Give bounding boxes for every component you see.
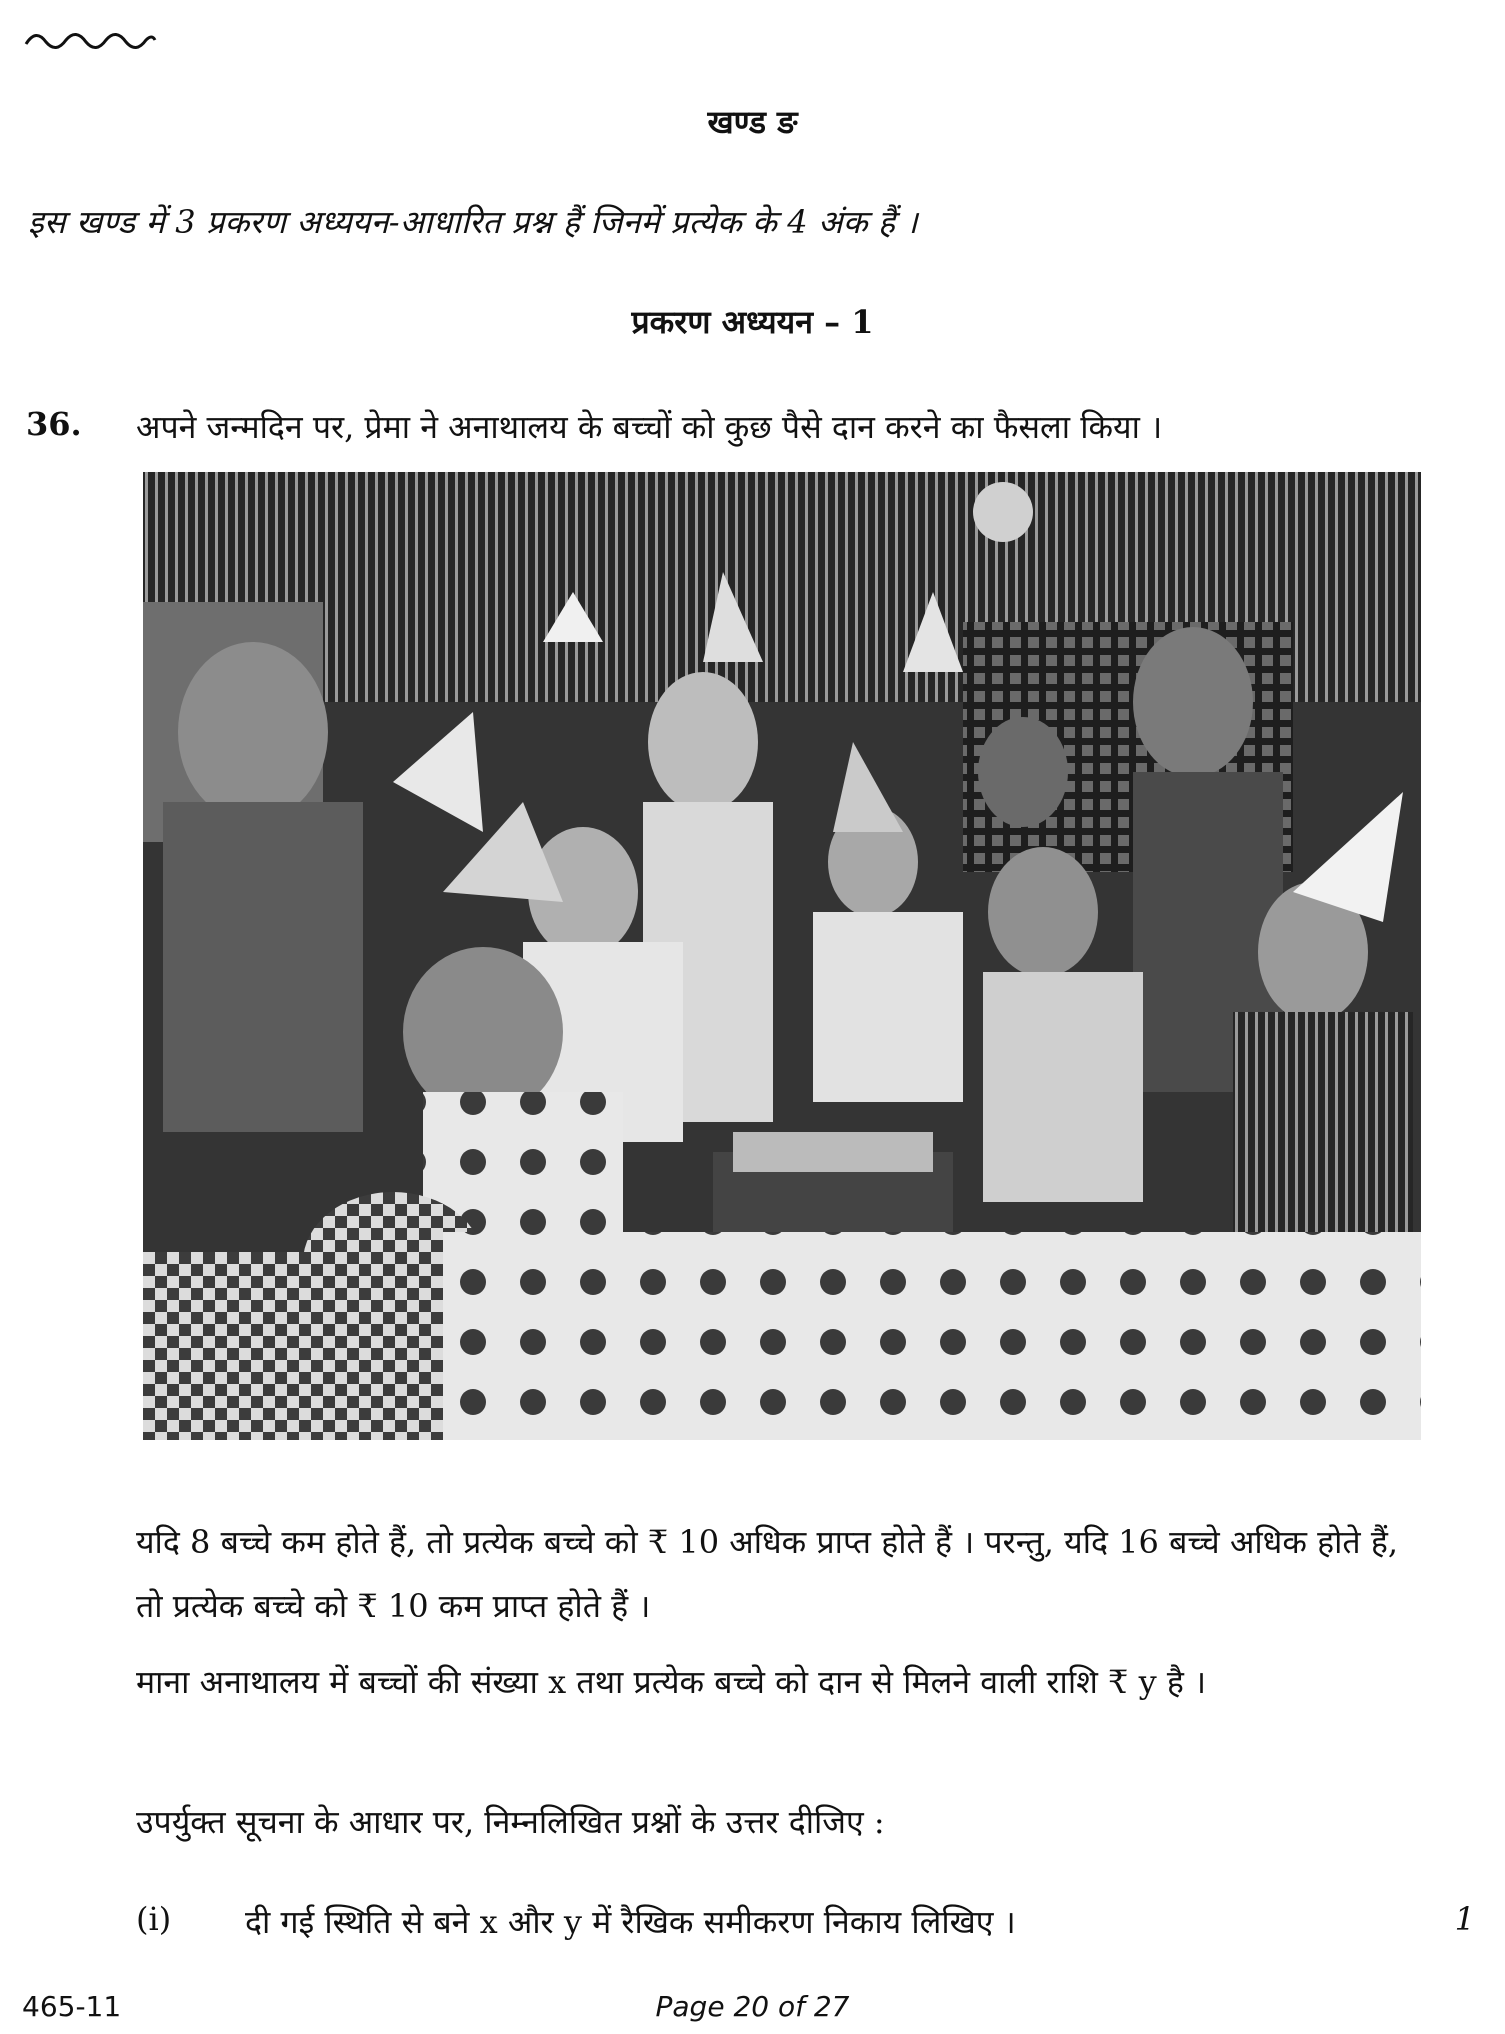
page-number: Page 20 of 27 xyxy=(655,1990,850,2023)
sub-question-label: (i) xyxy=(136,1900,172,1938)
paragraph-instruction: उपर्युक्त सूचना के आधार पर, निम्नलिखित प्रश्नों के उत्तर दीजिए : xyxy=(136,1803,885,1841)
section-intro: इस खण्ड में 3 प्रकरण अध्ययन-आधारित प्रश्न हैं जिनमें प्रत्येक के 4 अंक हैं । xyxy=(28,203,918,241)
paper-code: 465-11 xyxy=(22,1990,122,2023)
question-intro: अपने जन्मदिन पर, प्रेमा ने अनाथालय के बच्चों को कुछ पैसे दान करने का फैसला किया । xyxy=(136,408,1163,446)
photo-illustration xyxy=(143,472,1421,1440)
case-study-title: प्रकरण अध्ययन – 1 xyxy=(631,303,874,341)
paragraph-condition: यदि 8 बच्चे कम होते हैं, तो प्रत्येक बच्चे को ₹ 10 अधिक प्राप्त होते हैं । परन्तु, यदि 16 बच्चे अधिक होते हैं, तो प्रत्येक बच्चे को ₹ 10 कम प्राप्त होते हैं । xyxy=(136,1523,1398,1625)
sub-question-marks: 1 xyxy=(1454,1900,1475,1938)
sub-question-text: दी गई स्थिति से बने x और y में रैखिक समीकरण निकाय लिखिए । xyxy=(245,1903,1016,1941)
paragraph-assumption: माना अनाथालय में बच्चों की संख्या x तथा प्रत्येक बच्चे को दान से मिलने वाली राशि ₹ y है । xyxy=(136,1663,1207,1701)
question-number: 36. xyxy=(26,405,82,443)
section-title: खण्ड ङ xyxy=(707,103,798,141)
squiggle-mark xyxy=(22,18,157,58)
birthday-party-photo xyxy=(143,472,1421,1440)
